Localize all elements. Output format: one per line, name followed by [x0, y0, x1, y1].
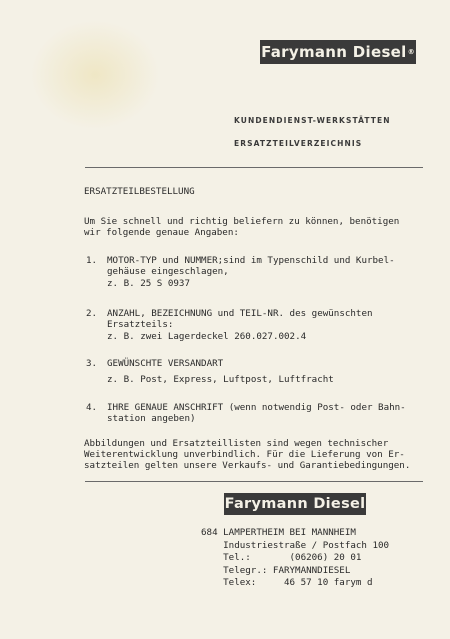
- heading-kundendienst: KUNDENDIENST-WERKSTÄTTEN: [234, 116, 391, 125]
- item-text-1: MOTOR-TYP und NUMMER;sind im Typenschild und Kurbel- gehäuse eingeschlagen,: [107, 255, 395, 277]
- item-number-1: 1.: [86, 255, 98, 266]
- logo-text: Farymann Diesel: [261, 43, 407, 61]
- company-address: 684 LAMPERTHEIM BEI MANNHEIM Industriestraße / Postfach 100 Tel.: (06206) 20 01 Telegr.: FARYMANNDIESEL Telex: 46 57 10 farym d: [201, 527, 390, 588]
- item-text-3: GEWÜNSCHTE VERSANDART: [107, 358, 224, 369]
- closing-paragraph: Abbildungen und Ersatzteillisten sind wegen technischer Weiterentwicklung unverbindlich. Für die Lieferung von Er- satzteilen gelten unsere Verkaufs- und Garantiebedingungen.: [84, 438, 411, 471]
- item-number-4: 4.: [86, 402, 98, 413]
- item-text-4: IHRE GENAUE ANSCHRIFT (wenn notwendig Post- oder Bahn- station angeben): [107, 402, 406, 424]
- document-title: ERSATZTEILBESTELLUNG: [84, 186, 195, 197]
- registered-mark: ®: [407, 48, 415, 56]
- item-example-2: z. B. zwei Lagerdeckel 260.027.002.4: [107, 331, 307, 342]
- item-number-3: 3.: [86, 358, 98, 369]
- item-text-2: ANZAHL, BEZEICHNUNG und TEIL-NR. des gewünschten Ersatzteils:: [107, 308, 373, 330]
- divider-top: [85, 167, 423, 168]
- item-example-3: z. B. Post, Express, Luftpost, Luftfracht: [107, 374, 334, 385]
- logo-text: Farymann Diesel: [224, 496, 366, 512]
- item-example-1: z. B. 25 S 0937: [107, 278, 190, 289]
- divider-bottom: [85, 481, 423, 482]
- farymann-logo-top: [260, 40, 416, 64]
- item-number-2: 2.: [86, 308, 98, 319]
- heading-ersatzteilverzeichnis: ERSATZTEILVERZEICHNIS: [234, 139, 363, 148]
- paper-stain: [30, 20, 160, 130]
- farymann-logo-bottom: [224, 493, 366, 515]
- intro-paragraph: Um Sie schnell und richtig beliefern zu können, benötigen wir folgende genaue Angaben:: [84, 216, 400, 238]
